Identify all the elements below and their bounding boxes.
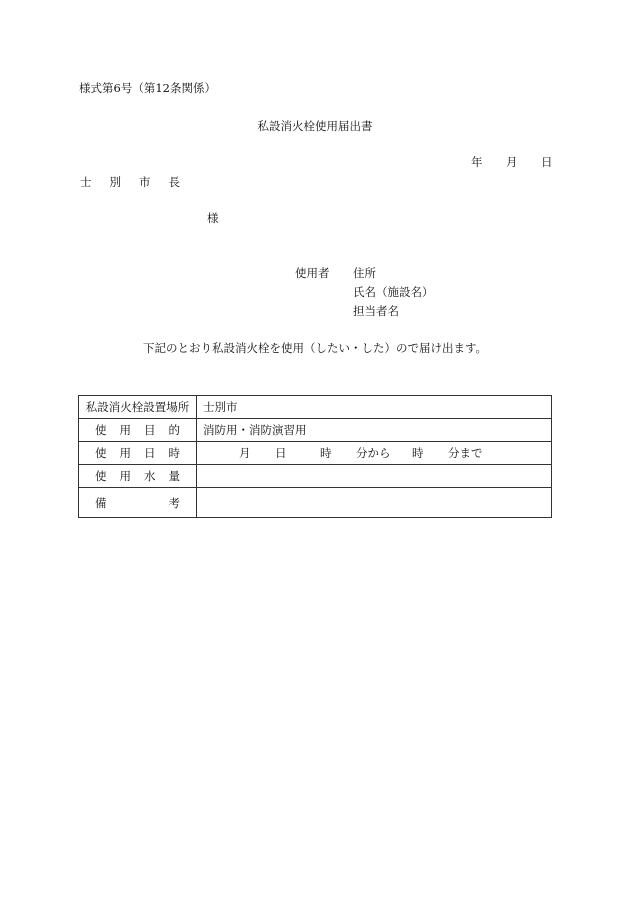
date-line bbox=[471, 157, 553, 169]
datetime-month: 月 bbox=[239, 446, 251, 460]
document-title: 私設消火栓使用届出書 bbox=[257, 119, 373, 133]
applicant-name-label: 氏名（施設名） bbox=[353, 285, 434, 299]
remarks-label-char: 備 bbox=[95, 495, 107, 510]
applicant-address-label: 住所 bbox=[353, 266, 376, 280]
table-row-datetime bbox=[79, 442, 552, 465]
applicant-person-label: 担当者名 bbox=[353, 304, 399, 318]
water-value[interactable] bbox=[197, 465, 552, 488]
water-label-char: 水 bbox=[144, 469, 156, 483]
remarks-value[interactable] bbox=[197, 488, 552, 518]
purpose-label bbox=[79, 419, 197, 442]
datetime-hour2: 時 bbox=[412, 446, 424, 460]
datetime-day: 日 bbox=[275, 446, 287, 460]
remarks-label-char: 考 bbox=[168, 495, 180, 510]
datetime-label bbox=[79, 442, 197, 465]
datetime-label-char: 使 bbox=[95, 446, 107, 460]
addressee-honorific: 様 bbox=[207, 211, 219, 225]
datetime-hour: 時 bbox=[320, 446, 332, 460]
usage-info-table bbox=[78, 395, 552, 518]
water-label-char: 量 bbox=[168, 469, 180, 483]
statement: 下記のとおり私設消火栓を使用（したい・した）ので届け出ます。 bbox=[142, 341, 488, 355]
addressee-char: 長 bbox=[168, 175, 180, 189]
purpose-label-char: 的 bbox=[168, 423, 180, 437]
location-label: 私設消火栓設置場所 bbox=[79, 396, 197, 419]
addressee-char: 別 bbox=[109, 175, 121, 189]
form-number: 様式第6号（第12条関係） bbox=[79, 81, 216, 95]
purpose-label-char: 目 bbox=[144, 423, 156, 437]
table-row-location bbox=[79, 396, 552, 419]
location-value: 士別市 bbox=[197, 396, 552, 419]
purpose-value: 消防用・消防演習用 bbox=[197, 419, 552, 442]
applicant-label: 使用者 bbox=[295, 266, 330, 280]
remarks-label bbox=[79, 488, 197, 518]
table-row-water bbox=[79, 465, 552, 488]
date-day: 日 bbox=[541, 155, 553, 169]
date-month: 月 bbox=[506, 155, 518, 169]
addressee-char: 市 bbox=[139, 175, 151, 189]
purpose-label-char: 使 bbox=[95, 423, 107, 437]
datetime-value bbox=[197, 442, 552, 465]
table-row-purpose bbox=[79, 419, 552, 442]
purpose-label-char: 用 bbox=[119, 423, 131, 437]
table-row-remarks bbox=[79, 488, 552, 518]
date-year: 年 bbox=[471, 155, 483, 169]
water-label-char: 用 bbox=[119, 469, 131, 483]
datetime-label-char: 時 bbox=[168, 446, 180, 460]
water-label-char: 使 bbox=[95, 469, 107, 483]
addressee bbox=[80, 177, 198, 189]
datetime-label-char: 日 bbox=[144, 446, 156, 460]
datetime-until: 分まで bbox=[448, 446, 483, 460]
datetime-label-char: 用 bbox=[119, 446, 131, 460]
datetime-from: 分から bbox=[356, 446, 391, 460]
water-label bbox=[79, 465, 197, 488]
addressee-char: 士 bbox=[80, 175, 92, 189]
